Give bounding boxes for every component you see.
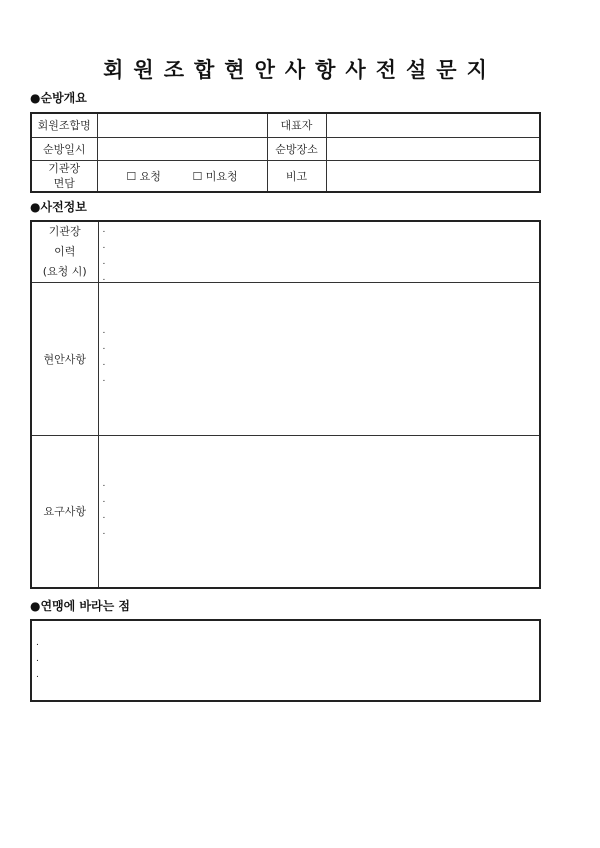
union-name-label: 회원조합명	[31, 113, 97, 137]
visit-place-field[interactable]	[326, 137, 540, 160]
bullet: .	[102, 241, 106, 251]
bullet: .	[102, 374, 106, 384]
history-label-line3: (요청 시)	[42, 265, 87, 278]
overview-table	[30, 112, 541, 193]
requests-field[interactable]	[98, 436, 540, 588]
bullet: .	[102, 495, 106, 505]
bullet: .	[36, 638, 39, 648]
bullet: .	[36, 670, 39, 680]
bullet: .	[102, 342, 106, 352]
visit-date-label: 순방일시	[31, 137, 97, 160]
bullet: .	[102, 527, 106, 537]
issues-label: 현안사항	[31, 283, 98, 436]
bullet-list	[103, 476, 106, 540]
meeting-label-line1: 기관장	[48, 161, 81, 175]
meeting-label	[31, 160, 97, 192]
bullet: .	[36, 654, 39, 664]
meeting-label-line2: 면담	[53, 176, 75, 190]
bullet-list	[103, 222, 106, 286]
preinfo-table	[30, 220, 541, 589]
requests-label: 요구사항	[31, 436, 98, 588]
no-request-checkbox[interactable]: ☐ 미요청	[192, 169, 238, 183]
history-field[interactable]	[98, 221, 540, 283]
representative-field[interactable]	[326, 113, 540, 137]
remarks-field[interactable]	[326, 160, 540, 192]
history-label-line1: 기관장	[48, 225, 81, 238]
bullet: .	[102, 511, 106, 521]
page-title: 회원조합현안사항사전설문지	[103, 58, 497, 82]
representative-label: 대표자	[267, 113, 326, 137]
visit-place-label: 순방장소	[267, 137, 326, 160]
history-label-line2: 이력	[54, 245, 76, 258]
bullet: .	[102, 273, 106, 283]
bullet: .	[102, 257, 106, 267]
bullet: .	[102, 225, 106, 235]
history-label	[31, 221, 98, 283]
remarks-label: 비고	[267, 160, 326, 192]
meeting-options	[97, 160, 267, 192]
bullet: .	[102, 358, 106, 368]
request-checkbox[interactable]: ☐ 요청	[126, 169, 161, 183]
issues-field[interactable]	[98, 283, 540, 436]
wishes-field[interactable]	[30, 619, 541, 702]
bullet: .	[102, 479, 106, 489]
preinfo-heading: ●사전정보	[30, 200, 87, 214]
visit-date-field[interactable]	[97, 137, 267, 160]
bullet: .	[102, 326, 106, 336]
union-name-field[interactable]	[97, 113, 267, 137]
wishes-heading: ●연맹에 바라는 점	[30, 599, 130, 613]
bullet-list	[36, 635, 39, 683]
bullet-list	[103, 323, 106, 387]
overview-heading: ●순방개요	[30, 91, 87, 105]
